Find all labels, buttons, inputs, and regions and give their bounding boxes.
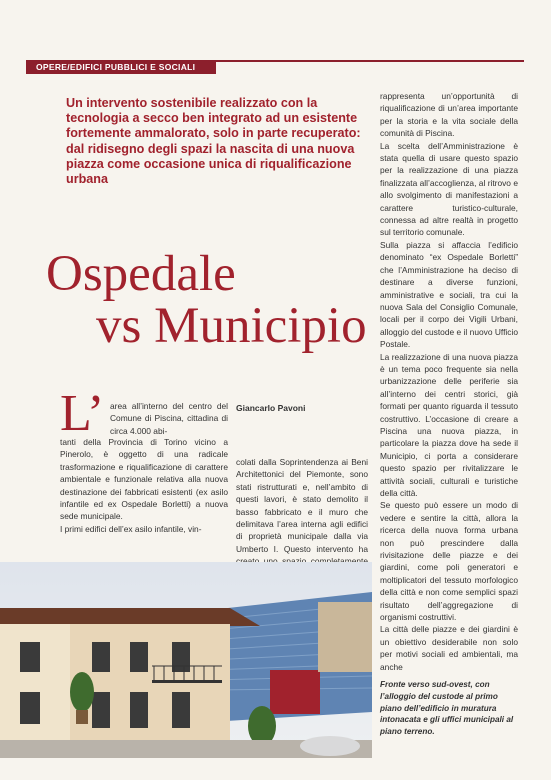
body-paragraph: tanti della Provincia di Torino vicino a Pinerolo, è oggetto di una radicale trasformazione e riqualificazione di carattere ambientale e funzionale relativa alla nuova destinazione dei fabbricati esistenti (ex asilo infantile ed ex Ospedale Borletti) a nuova sede municipale.: [60, 437, 228, 522]
body-paragraph: Sulla piazza si affaccia l’edificio denominato “ex Ospedale Borletti” che l’Amministrazione ha deciso di destinare a diverse funzioni, amministrative e sociali, tra cui la nuova Sala del Consiglio Comunale, locali per il corpo dei Vigili Urbani, alloggio del custode e il nuovo Ufficio Postale.: [380, 239, 518, 350]
body-column-1: [60, 436, 228, 535]
body-paragraph: I primi edifici dell’ex asilo infantile, vin-: [60, 523, 202, 534]
section-label: OPERE/EDIFICI PUBBLICI E SOCIALI: [26, 60, 216, 74]
body-paragraph: Se questo può essere un modo di vedere e sentire la città, allora la ricerca della nuova forma urbana non può prescindere dalla rivisitazione delle piazze e dei giardini, come poli generatori e moltiplicatori del tessuto morfologico della città e non come semplici spazi risultato dell’aggregazione di organismi costruttivi.: [380, 500, 518, 623]
building-photo: [0, 562, 372, 758]
body-paragraph: La realizzazione di una nuova piazza è un tema poco frequente sia nella urbanizzazione delle periferie sia all’interno dei centri storici, già formati per quanto riguarda il tessuto costruttivo. L’occasione di creare a Piscina una nuova piazza, in particolare la piazza dove ha sede il Municipio, ci porta a considerare questo spazio per rivitalizzare le attività sociali, culturali e turistiche della città.: [380, 351, 518, 498]
author-byline: Giancarlo Pavoni: [236, 403, 306, 413]
body-paragraph: rappresenta un’opportunità di riqualificazione di un’area importante per la storia e la vita sociale della comunità di Piscina.: [380, 91, 518, 139]
photo-caption: Fronte verso sud-ovest, con l’alloggio del custode al primo piano dell’edificio in muratura intonacata e gli uffici municipali al piano terreno.: [380, 680, 514, 737]
title-line-1: Ospedale: [46, 246, 236, 302]
body-column-3: [380, 90, 518, 673]
body-intro: area all’interno del centro del Comune di Piscina, cittadina di circa 4.000 abi-: [110, 401, 228, 436]
body-paragraph: La scelta dell’Amministrazione è stata quella di usare questo spazio per la realizzazione di una piazza finalizzata all’accoglienza, al ritrovo e allo svolgimento di manifestazioni a carattere turistico-culturale, connessa ad altre realtà in progetto sul territorio comunale.: [380, 140, 518, 238]
drop-cap: L’: [60, 385, 105, 442]
article-title: [46, 248, 386, 352]
title-line-2: vs Municipio: [96, 298, 367, 354]
lead-paragraph: Un intervento sostenibile realizzato con la tecnologia a secco ben integrato ad un esistente fortemente ammalorato, solo in parte recuperato: dal ridisegno degli spazi la nascita di una nuova piazza come occasione unica di riqualificazione urbana: [66, 96, 361, 187]
building-illustration: [0, 562, 372, 758]
body-paragraph: colati dalla Soprintendenza ai Beni Architettonici del Piemonte, sono stati ristrutturati e, nell’ambito di questi lavori, è stato demolito il basso fabbricato e il muro che delimitava l’area interna agli edifici di proprietà municipale dalla via Umberto I. Questo intervento ha: [236, 457, 368, 554]
body-paragraph: La città delle piazze e dei giardini è un obiettivo desiderabile non solo per motivi sociali ed ambientali, ma anche: [380, 624, 518, 672]
